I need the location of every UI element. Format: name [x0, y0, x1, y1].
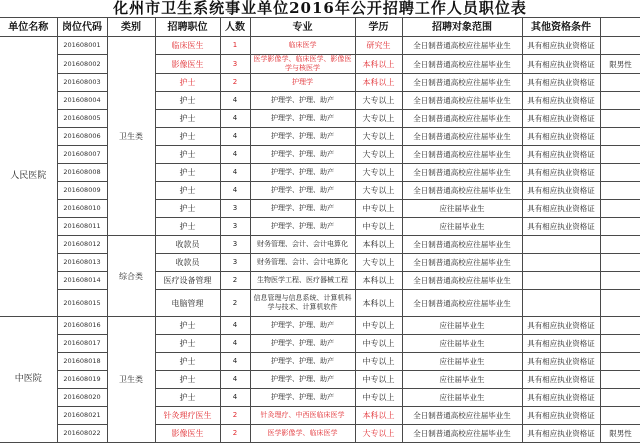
education-cell: 大专以上: [355, 254, 402, 272]
position-title-cell: 护士: [155, 128, 220, 146]
headcount-cell: 1: [220, 37, 250, 55]
other-qualification-cell: [522, 254, 600, 272]
education-cell: 本科以上: [355, 236, 402, 254]
position-title-cell: 护士: [155, 371, 220, 389]
major-cell: 医学影像学、临床医学、影像医学与核医学: [250, 55, 355, 74]
recruitment-scope-cell: 全日制普通高校应往届毕业生: [402, 407, 522, 425]
major-cell: 护理学、护理、助产: [250, 92, 355, 110]
note-cell: 限男性: [600, 55, 640, 74]
position-code-cell: 201608018: [57, 353, 107, 371]
position-code-cell: 201608007: [57, 146, 107, 164]
other-qualification-cell: 具有相应执业资格证: [522, 317, 600, 335]
recruitment-scope-cell: 全日制普通高校应往届毕业生: [402, 55, 522, 74]
major-cell: 护理学、护理、助产: [250, 182, 355, 200]
position-code-cell: 201608011: [57, 218, 107, 236]
position-title-cell: 护士: [155, 353, 220, 371]
job-position-table: [0, 17, 640, 443]
major-cell: 护理学、护理、助产: [250, 146, 355, 164]
note-cell: [600, 200, 640, 218]
column-header-major: 专业: [250, 18, 355, 37]
recruitment-scope-cell: 全日制普通高校应往届毕业生: [402, 182, 522, 200]
column-header-other: 其他资格条件: [522, 18, 600, 37]
note-cell: [600, 272, 640, 290]
education-cell: 中专以上: [355, 200, 402, 218]
table-row: [0, 128, 640, 146]
other-qualification-cell: 具有相应执业资格证: [522, 353, 600, 371]
headcount-cell: 3: [220, 236, 250, 254]
major-cell: 护理学、护理、助产: [250, 335, 355, 353]
other-qualification-cell: 具有相应执业资格证: [522, 218, 600, 236]
table-header-row: [0, 18, 640, 37]
column-header-education: 学历: [355, 18, 402, 37]
unit-name-cell: 人民医院: [0, 37, 57, 317]
category-cell: 综合类: [107, 236, 155, 317]
position-code-cell: 201608003: [57, 74, 107, 92]
note-cell: [600, 335, 640, 353]
other-qualification-cell: 具有相应执业资格证: [522, 389, 600, 407]
education-cell: 中专以上: [355, 389, 402, 407]
position-title-cell: 护士: [155, 146, 220, 164]
position-title-cell: 护士: [155, 389, 220, 407]
position-code-cell: 201608021: [57, 407, 107, 425]
education-cell: 本科以上: [355, 74, 402, 92]
education-cell: 中专以上: [355, 371, 402, 389]
position-code-cell: 201608009: [57, 182, 107, 200]
education-cell: 中专以上: [355, 218, 402, 236]
position-title-cell: 护士: [155, 164, 220, 182]
headcount-cell: 2: [220, 74, 250, 92]
column-header-note: [600, 18, 640, 37]
recruitment-scope-cell: 全日制普通高校应往届毕业生: [402, 74, 522, 92]
major-cell: 护理学、护理、助产: [250, 110, 355, 128]
other-qualification-cell: [522, 236, 600, 254]
column-header-code: 岗位代码: [57, 18, 107, 37]
education-cell: 本科以上: [355, 55, 402, 74]
recruitment-scope-cell: 全日制普通高校应往届毕业生: [402, 272, 522, 290]
position-code-cell: 201608005: [57, 110, 107, 128]
table-body: [0, 37, 640, 443]
headcount-cell: 4: [220, 353, 250, 371]
other-qualification-cell: 具有相应执业资格证: [522, 164, 600, 182]
position-title-cell: 针灸理疗医生: [155, 407, 220, 425]
recruitment-scope-cell: 应往届毕业生: [402, 200, 522, 218]
position-code-cell: 201608016: [57, 317, 107, 335]
position-title-cell: 护士: [155, 182, 220, 200]
recruitment-scope-cell: 应往届毕业生: [402, 218, 522, 236]
major-cell: 信息管理与信息系统、计算机科学与技术、计算机软件: [250, 290, 355, 317]
note-cell: [600, 74, 640, 92]
headcount-cell: 3: [220, 200, 250, 218]
headcount-cell: 4: [220, 110, 250, 128]
unit-name-cell: 中医院: [0, 317, 57, 443]
headcount-cell: 4: [220, 128, 250, 146]
major-cell: 护理学、护理、助产: [250, 371, 355, 389]
education-cell: 中专以上: [355, 335, 402, 353]
recruitment-scope-cell: 全日制普通高校应往届毕业生: [402, 128, 522, 146]
position-code-cell: 201608022: [57, 425, 107, 443]
page-title: 化州市卫生系统事业单位2016年公开招聘工作人员职位表: [113, 0, 527, 17]
recruitment-scope-cell: 应往届毕业生: [402, 371, 522, 389]
position-code-cell: 201608017: [57, 335, 107, 353]
education-cell: 中专以上: [355, 353, 402, 371]
table-row: [0, 407, 640, 425]
headcount-cell: 4: [220, 92, 250, 110]
headcount-cell: 3: [220, 218, 250, 236]
education-cell: 大专以上: [355, 92, 402, 110]
headcount-cell: 4: [220, 164, 250, 182]
recruitment-scope-cell: 全日制普通高校应往届毕业生: [402, 254, 522, 272]
other-qualification-cell: 具有相应执业资格证: [522, 55, 600, 74]
column-header-count: 人数: [220, 18, 250, 37]
major-cell: 护理学、护理、助产: [250, 164, 355, 182]
recruitment-scope-cell: 应往届毕业生: [402, 389, 522, 407]
category-cell: 卫生类: [107, 317, 155, 443]
headcount-cell: 3: [220, 254, 250, 272]
recruitment-scope-cell: 应往届毕业生: [402, 353, 522, 371]
headcount-cell: 4: [220, 335, 250, 353]
column-header-unit: 单位名称: [0, 18, 57, 37]
major-cell: 护理学: [250, 74, 355, 92]
headcount-cell: 4: [220, 389, 250, 407]
table-row: [0, 290, 640, 317]
headcount-cell: 4: [220, 182, 250, 200]
position-title-cell: 护士: [155, 218, 220, 236]
position-code-cell: 201608001: [57, 37, 107, 55]
table-row: [0, 164, 640, 182]
other-qualification-cell: [522, 272, 600, 290]
education-cell: 中专以上: [355, 317, 402, 335]
position-title-cell: 影像医生: [155, 55, 220, 74]
position-code-cell: 201608013: [57, 254, 107, 272]
headcount-cell: 4: [220, 317, 250, 335]
major-cell: 护理学、护理、助产: [250, 200, 355, 218]
recruitment-scope-cell: 全日制普通高校应往届毕业生: [402, 236, 522, 254]
education-cell: 本科以上: [355, 290, 402, 317]
note-cell: [600, 182, 640, 200]
recruitment-scope-cell: 应往届毕业生: [402, 335, 522, 353]
other-qualification-cell: 具有相应执业资格证: [522, 182, 600, 200]
major-cell: 护理学、护理、助产: [250, 353, 355, 371]
table-row: [0, 317, 640, 335]
education-cell: 本科以上: [355, 407, 402, 425]
headcount-cell: 2: [220, 425, 250, 443]
position-code-cell: 201608014: [57, 272, 107, 290]
education-cell: 大专以上: [355, 146, 402, 164]
note-cell: [600, 290, 640, 317]
other-qualification-cell: 具有相应执业资格证: [522, 407, 600, 425]
education-cell: 大专以上: [355, 182, 402, 200]
position-code-cell: 201608002: [57, 55, 107, 74]
table-row: [0, 254, 640, 272]
position-code-cell: 201608004: [57, 92, 107, 110]
position-title-cell: 护士: [155, 335, 220, 353]
note-cell: 限男性: [600, 425, 640, 443]
position-title-cell: 电脑管理: [155, 290, 220, 317]
education-cell: 本科以上: [355, 272, 402, 290]
note-cell: [600, 92, 640, 110]
position-title-cell: 护士: [155, 110, 220, 128]
position-title-cell: 收款员: [155, 236, 220, 254]
position-code-cell: 201608010: [57, 200, 107, 218]
major-cell: 生物医学工程、医疗器械工程: [250, 272, 355, 290]
note-cell: [600, 353, 640, 371]
other-qualification-cell: 具有相应执业资格证: [522, 92, 600, 110]
major-cell: 护理学、护理、助产: [250, 128, 355, 146]
position-code-cell: 201608006: [57, 128, 107, 146]
position-title-cell: 收款员: [155, 254, 220, 272]
education-cell: 大专以上: [355, 128, 402, 146]
position-title-cell: 护士: [155, 200, 220, 218]
table-row: [0, 55, 640, 74]
major-cell: 医学影像学、临床医学: [250, 425, 355, 443]
other-qualification-cell: 具有相应执业资格证: [522, 74, 600, 92]
table-row: [0, 110, 640, 128]
position-title-cell: 护士: [155, 92, 220, 110]
major-cell: 临床医学: [250, 37, 355, 55]
position-code-cell: 201608015: [57, 290, 107, 317]
recruitment-scope-cell: 全日制普通高校应往届毕业生: [402, 146, 522, 164]
position-code-cell: 201608012: [57, 236, 107, 254]
note-cell: [600, 110, 640, 128]
recruitment-scope-cell: 全日制普通高校应往届毕业生: [402, 164, 522, 182]
major-cell: 财务管理、会计、会计电算化: [250, 254, 355, 272]
table-row: [0, 182, 640, 200]
note-cell: [600, 37, 640, 55]
table-row: [0, 371, 640, 389]
table-row: [0, 236, 640, 254]
recruitment-scope-cell: 全日制普通高校应往届毕业生: [402, 92, 522, 110]
position-title-cell: 护士: [155, 317, 220, 335]
major-cell: 护理学、护理、助产: [250, 317, 355, 335]
column-header-position: 招聘职位: [155, 18, 220, 37]
recruitment-scope-cell: 全日制普通高校应往届毕业生: [402, 110, 522, 128]
other-qualification-cell: 具有相应执业资格证: [522, 146, 600, 164]
position-title-cell: 护士: [155, 74, 220, 92]
other-qualification-cell: 具有相应执业资格证: [522, 335, 600, 353]
other-qualification-cell: 具有相应执业资格证: [522, 128, 600, 146]
headcount-cell: 2: [220, 290, 250, 317]
table-row: [0, 92, 640, 110]
table-row: [0, 74, 640, 92]
table-row: [0, 425, 640, 443]
recruitment-scope-cell: 全日制普通高校应往届毕业生: [402, 425, 522, 443]
headcount-cell: 2: [220, 407, 250, 425]
table-row: [0, 37, 640, 55]
position-title-cell: 医疗设备管理: [155, 272, 220, 290]
note-cell: [600, 407, 640, 425]
major-cell: 护理学、护理、助产: [250, 389, 355, 407]
table-row: [0, 218, 640, 236]
recruitment-scope-cell: 应往届毕业生: [402, 317, 522, 335]
education-cell: 大专以上: [355, 425, 402, 443]
major-cell: 财务管理、会计、会计电算化: [250, 236, 355, 254]
note-cell: [600, 254, 640, 272]
category-cell: 卫生类: [107, 37, 155, 236]
column-header-category: 类别: [107, 18, 155, 37]
other-qualification-cell: 具有相应执业资格证: [522, 200, 600, 218]
major-cell: 护理学、护理、助产: [250, 218, 355, 236]
table-row: [0, 200, 640, 218]
note-cell: [600, 218, 640, 236]
education-cell: 研究生: [355, 37, 402, 55]
headcount-cell: 2: [220, 272, 250, 290]
column-header-scope: 招聘对象范围: [402, 18, 522, 37]
note-cell: [600, 371, 640, 389]
headcount-cell: 3: [220, 55, 250, 74]
note-cell: [600, 146, 640, 164]
position-code-cell: 201608020: [57, 389, 107, 407]
headcount-cell: 4: [220, 146, 250, 164]
position-title-cell: 临床医生: [155, 37, 220, 55]
headcount-cell: 4: [220, 371, 250, 389]
note-cell: [600, 389, 640, 407]
position-code-cell: 201608019: [57, 371, 107, 389]
note-cell: [600, 164, 640, 182]
table-row: [0, 389, 640, 407]
other-qualification-cell: [522, 290, 600, 317]
major-cell: 针灸理疗、中西医临床医学: [250, 407, 355, 425]
other-qualification-cell: 具有相应执业资格证: [522, 425, 600, 443]
position-title-cell: 影像医生: [155, 425, 220, 443]
table-row: [0, 146, 640, 164]
table-row: [0, 353, 640, 371]
recruitment-scope-cell: 全日制普通高校应往届毕业生: [402, 290, 522, 317]
note-cell: [600, 236, 640, 254]
position-code-cell: 201608008: [57, 164, 107, 182]
other-qualification-cell: 具有相应执业资格证: [522, 371, 600, 389]
education-cell: 大专以上: [355, 164, 402, 182]
education-cell: 大专以上: [355, 110, 402, 128]
recruitment-scope-cell: 全日制普通高校应往届毕业生: [402, 37, 522, 55]
table-row: [0, 272, 640, 290]
other-qualification-cell: 具有相应执业资格证: [522, 37, 600, 55]
note-cell: [600, 128, 640, 146]
table-row: [0, 335, 640, 353]
other-qualification-cell: 具有相应执业资格证: [522, 110, 600, 128]
note-cell: [600, 317, 640, 335]
